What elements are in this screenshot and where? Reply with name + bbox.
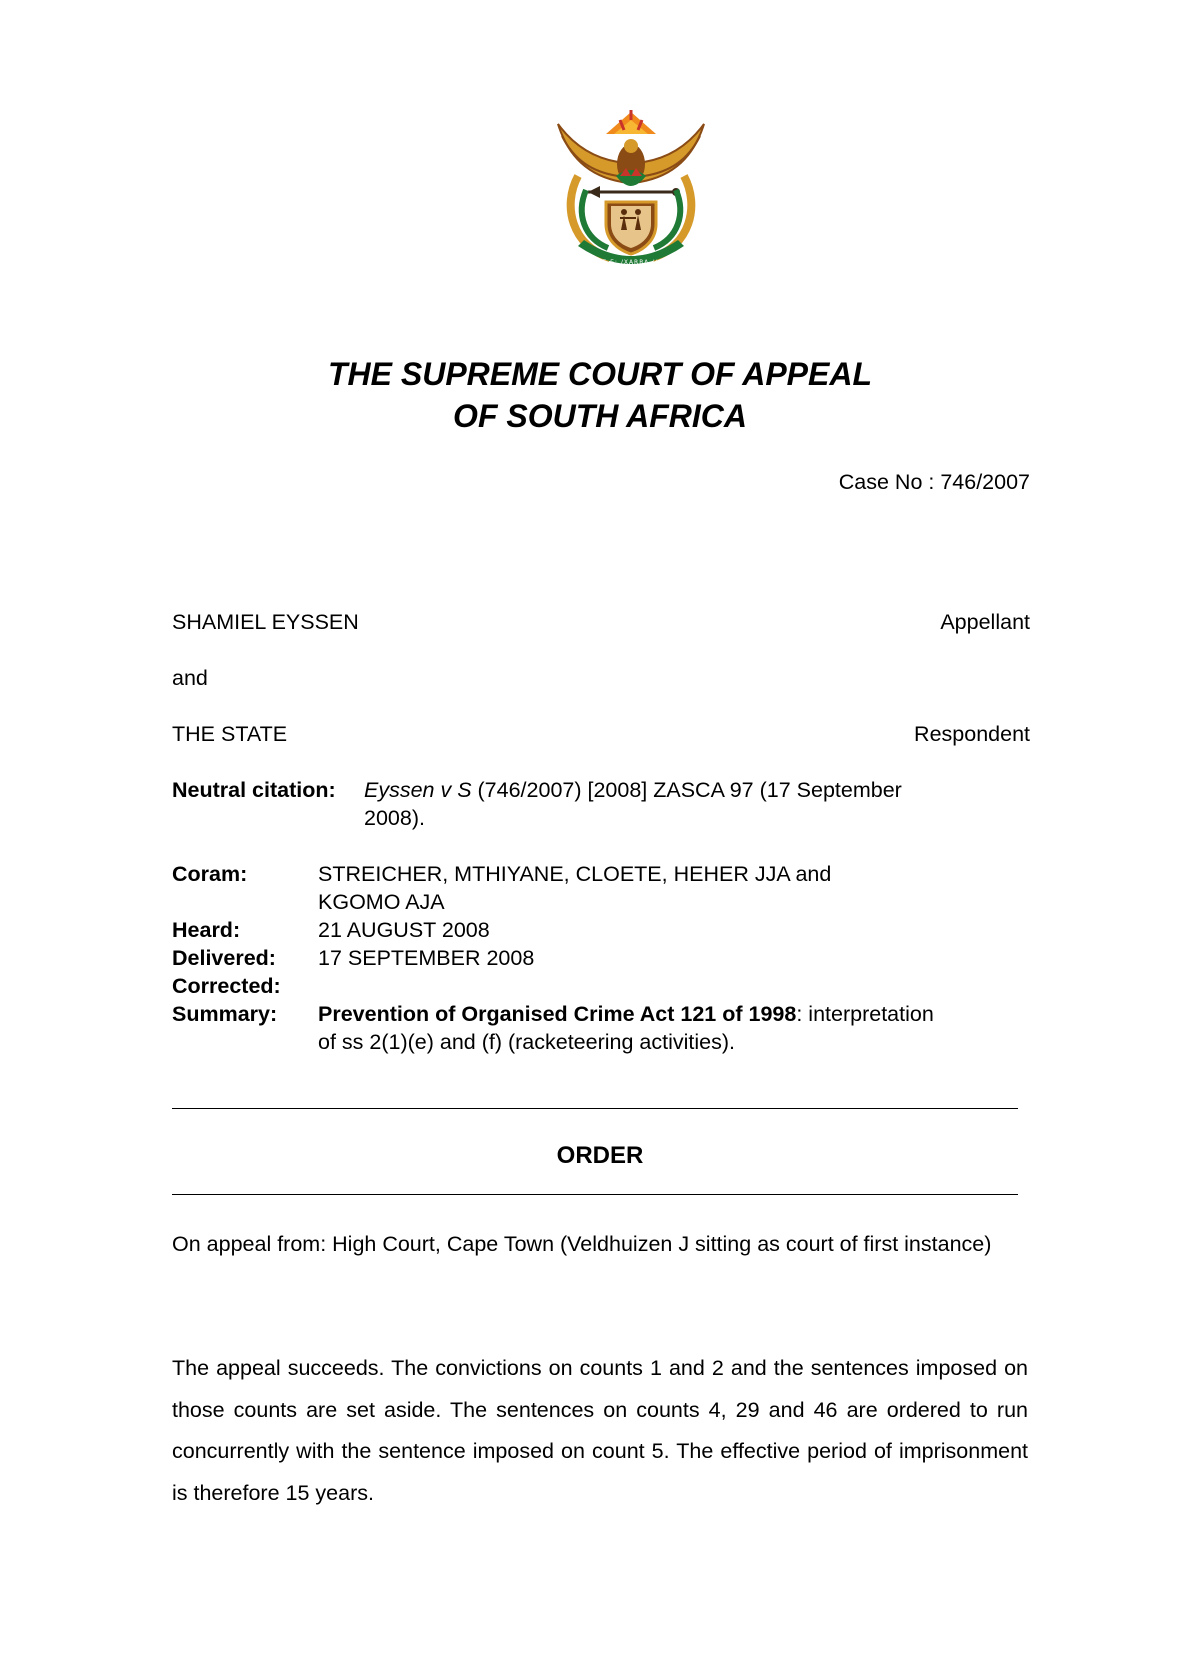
appellant-role: Appellant (940, 610, 1030, 634)
divider-top (172, 1108, 1018, 1109)
respondent-name: THE STATE (172, 722, 288, 746)
heard-date: 21 AUGUST 2008 (318, 918, 490, 942)
citation-line2: 2008). (364, 806, 425, 830)
delivered-label: Delivered: (172, 946, 276, 970)
citation-label: Neutral citation: (172, 778, 336, 802)
respondent-role: Respondent (914, 722, 1030, 746)
case-number: Case No : 746/2007 (838, 470, 1030, 494)
summary-label: Summary: (172, 1002, 278, 1026)
court-title-line1: THE SUPREME COURT OF APPEAL (327, 356, 873, 392)
coram-label: Coram: (172, 862, 248, 886)
divider-bottom (172, 1194, 1018, 1195)
summary-line1 (318, 1000, 934, 1028)
coat-of-arms-emblem (548, 106, 714, 272)
rising-sun-icon (606, 110, 656, 134)
court-title-line2: OF SOUTH AFRICA (453, 398, 747, 434)
delivered-date: 17 SEPTEMBER 2008 (318, 946, 535, 970)
order-heading: ORDER (556, 1142, 644, 1169)
summary-rest: : interpretation (796, 1002, 934, 1026)
crest-motto: !KE E: /XARRA //KE (594, 259, 668, 266)
coram-line1: STREICHER, MTHIYANE, CLOETE, HEHER JJA and (318, 862, 832, 886)
coram-line2: KGOMO AJA (318, 890, 445, 914)
citation-text: (746/2007) [2008] ZASCA 97 (17 September (471, 778, 902, 802)
order-body: The appeal succeeds. The convictions on counts 1 and 2 and the sentences imposed on those counts are set aside. The sentences on counts 4, 29 and 46 are ordered to run concurrently with the sentence imposed on count 5. The effective period of imprisonment is therefore 15 years. (172, 1356, 1028, 1505)
summary-line2: of ss 2(1)(e) and (f) (racketeering activities). (318, 1030, 735, 1054)
heard-label: Heard: (172, 918, 241, 942)
citation-line1 (364, 776, 902, 804)
and-conjunction: and (172, 666, 208, 690)
corrected-label: Corrected: (172, 974, 281, 998)
appeal-from: On appeal from: High Court, Cape Town (Veldhuizen J sitting as court of first instance) (172, 1232, 992, 1256)
appellant-name: SHAMIEL EYSSEN (172, 610, 359, 634)
citation-case-name: Eyssen v S (364, 778, 472, 802)
summary-act: Prevention of Organised Crime Act 121 of 1998 (318, 1002, 797, 1026)
